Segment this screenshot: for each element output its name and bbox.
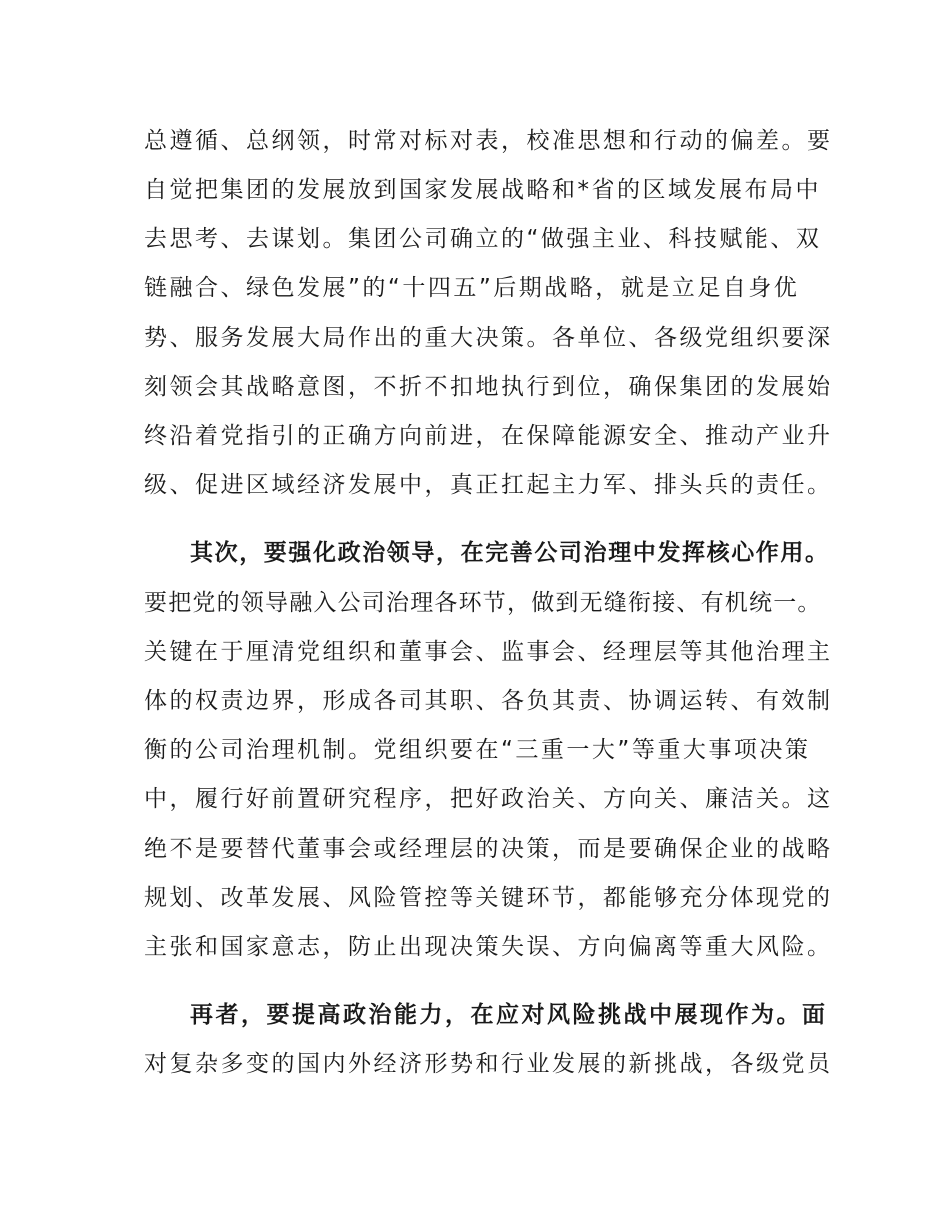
paragraph-line: 终沿着党指引的正确方向前进，在保障能源安全、推动产业升 — [144, 423, 833, 449]
paragraph-line: 主张和国家意志，防止出现决策失误、方向偏离等重大风险。 — [144, 934, 833, 960]
paragraph-line: 衡的公司治理机制。党组织要在“三重一大”等重大事项决策 — [144, 737, 811, 763]
paragraph-line: 势、服务发展大局作出的重大决策。各单位、各级党组织要深 — [144, 325, 833, 351]
paragraph-line: 规划、改革发展、风险管控等关键环节，都能够充分体现党的 — [144, 885, 833, 911]
paragraph-line: 刻领会其战略意图，不折不扣地执行到位，确保集团的发展始 — [144, 374, 833, 400]
paragraph-line: 去思考、去谋划。集团公司确立的“做强主业、科技赋能、双 — [144, 226, 822, 252]
paragraph-line: 总遵循、总纲领，时常对标对表，校准思想和行动的偏差。要 — [144, 128, 833, 154]
paragraph-line: 体的权责边界，形成各司其职、各负其责、协调运转、有效制 — [144, 688, 833, 714]
section-heading: 其次，要强化政治领导，在完善公司治理中发挥核心作用。 — [190, 540, 830, 566]
paragraph-line: 要把党的领导融入公司治理各环节，做到无缝衔接、有机统一。 — [144, 590, 822, 616]
paragraph-line: 级、促进区域经济发展中，真正扛起主力军、排头兵的责任。 — [144, 472, 833, 498]
paragraph-line: 自觉把集团的发展放到国家发展战略和*省的区域发展布局中 — [144, 177, 821, 203]
section-heading: 再者，要提高政治能力，在应对风险挑战中展现作为。面 — [190, 1002, 828, 1028]
paragraph-line: 对复杂多变的国内外经济形势和行业发展的新挑战，各级党员 — [144, 1051, 833, 1077]
paragraph-line: 绝不是要替代董事会或经理层的决策，而是要确保企业的战略 — [144, 836, 833, 862]
paragraph-line: 中，履行好前置研究程序，把好政治关、方向关、廉洁关。这 — [144, 786, 833, 812]
paragraph-line: 关键在于厘清党组织和董事会、监事会、经理层等其他治理主 — [144, 639, 833, 665]
paragraph-line: 链融合、绿色发展”的“十四五”后期战略，就是立足自身优 — [144, 275, 800, 301]
